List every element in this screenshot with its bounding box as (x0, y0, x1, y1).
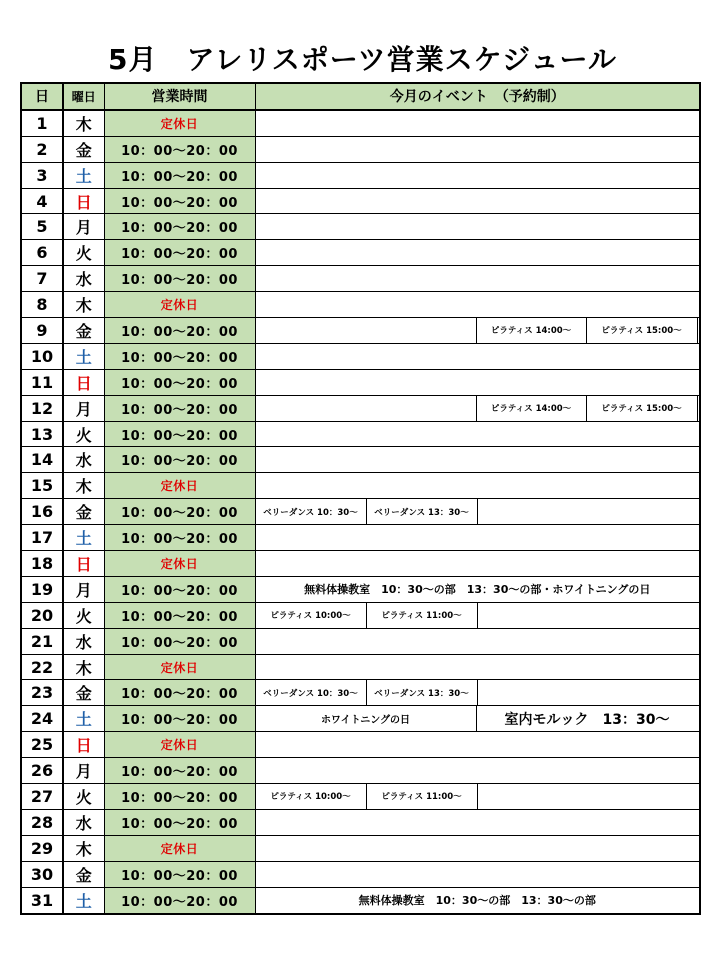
day-number: 16 (21, 499, 63, 525)
header-events: 今月のイベント （予約制） (255, 83, 700, 110)
schedule-row (21, 758, 700, 784)
business-hours: 10：00～20：00 (104, 525, 255, 551)
weekday: 木 (63, 835, 104, 861)
day-number: 13 (21, 421, 63, 447)
weekday: 土 (63, 343, 104, 369)
day-number: 14 (21, 447, 63, 473)
event-slot: ピラティス 11:00～ (367, 784, 478, 809)
business-hours: 10：00～20：00 (104, 887, 255, 913)
business-hours: 10：00～20：00 (104, 136, 255, 162)
schedule-row (21, 654, 700, 680)
header-hours: 営業時間 (104, 83, 255, 110)
business-hours: 10：00～20：00 (104, 318, 255, 344)
event-cell (255, 499, 700, 525)
event-cell (255, 809, 700, 835)
day-number: 12 (21, 395, 63, 421)
header-day: 日 (21, 83, 63, 110)
weekday: 金 (63, 680, 104, 706)
schedule-row (21, 395, 700, 421)
schedule-row (21, 110, 700, 136)
day-number: 15 (21, 473, 63, 499)
weekday: 水 (63, 447, 104, 473)
business-hours: 10：00～20：00 (104, 162, 255, 188)
closed-label: 定休日 (104, 732, 255, 758)
schedule-row (21, 525, 700, 551)
event-slot: ホワイトニングの日 (320, 715, 411, 727)
business-hours: 10：00～20：00 (104, 395, 255, 421)
closed-label: 定休日 (104, 835, 255, 861)
weekday: 金 (63, 499, 104, 525)
schedule-row (21, 835, 700, 861)
event-cell (255, 887, 700, 913)
event-slot: ベリーダンス 13：30～ (367, 499, 478, 524)
header-weekday: 曜日 (63, 83, 104, 110)
page-title: 5月 アレリスポーツ営業スケジュール (107, 43, 617, 76)
weekday: 火 (63, 602, 104, 628)
day-number: 25 (21, 732, 63, 758)
schedule-row (21, 499, 700, 525)
event-cell (255, 421, 700, 447)
weekday: 土 (63, 706, 104, 732)
weekday: 日 (63, 369, 104, 395)
weekday: 月 (63, 758, 104, 784)
event-cell (255, 576, 700, 602)
day-number: 30 (21, 861, 63, 887)
closed-label: 定休日 (104, 551, 255, 577)
day-number: 11 (21, 369, 63, 395)
weekday: 火 (63, 784, 104, 810)
event-cell (255, 292, 700, 318)
schedule-row (21, 214, 700, 240)
event-cell (255, 784, 700, 810)
event-cell (255, 136, 700, 162)
day-number: 5 (21, 214, 63, 240)
day-number: 31 (21, 887, 63, 913)
schedule-row (21, 136, 700, 162)
event-slot: ベリーダンス 13：30～ (367, 680, 478, 705)
day-number: 6 (21, 240, 63, 266)
closed-label: 定休日 (104, 110, 255, 136)
weekday: 月 (63, 576, 104, 602)
weekday: 金 (63, 318, 104, 344)
event-cell (255, 706, 700, 732)
schedule-row (21, 861, 700, 887)
business-hours: 10：00～20：00 (104, 499, 255, 525)
schedule-row (21, 628, 700, 654)
weekday: 木 (63, 654, 104, 680)
header-row (21, 83, 700, 110)
schedule-row (21, 551, 700, 577)
day-number: 28 (21, 809, 63, 835)
business-hours: 10：00～20：00 (104, 214, 255, 240)
business-hours: 10：00～20：00 (104, 343, 255, 369)
weekday: 火 (63, 421, 104, 447)
closed-label: 定休日 (104, 654, 255, 680)
business-hours: 10：00～20：00 (104, 602, 255, 628)
event-slot: ピラティス 14:00～ (476, 318, 587, 343)
event-cell (255, 654, 700, 680)
schedule-row (21, 240, 700, 266)
weekday: 木 (63, 473, 104, 499)
business-hours: 10：00～20：00 (104, 266, 255, 292)
weekday: 土 (63, 525, 104, 551)
event-cell (255, 602, 700, 628)
business-hours: 10：00～20：00 (104, 784, 255, 810)
business-hours: 10：00～20：00 (104, 240, 255, 266)
event-cell (255, 835, 700, 861)
weekday: 土 (63, 162, 104, 188)
schedule-row (21, 706, 700, 732)
schedule-row (21, 680, 700, 706)
weekday: 金 (63, 136, 104, 162)
event-cell (255, 680, 700, 706)
weekday: 土 (63, 887, 104, 913)
day-number: 24 (21, 706, 63, 732)
day-number: 1 (21, 110, 63, 136)
business-hours: 10：00～20：00 (104, 188, 255, 214)
business-hours: 10：00～20：00 (104, 809, 255, 835)
day-number: 23 (21, 680, 63, 706)
event-cell (255, 240, 700, 266)
event-cell (255, 188, 700, 214)
schedule-row (21, 292, 700, 318)
event-slot: ベリーダンス 10：30～ (256, 499, 367, 524)
event-slot: ピラティス 14:00～ (476, 396, 587, 421)
schedule-row (21, 576, 700, 602)
weekday: 水 (63, 809, 104, 835)
weekday: 日 (63, 551, 104, 577)
schedule-row (21, 188, 700, 214)
day-number: 27 (21, 784, 63, 810)
event-cell (255, 369, 700, 395)
business-hours: 10：00～20：00 (104, 680, 255, 706)
day-number: 10 (21, 343, 63, 369)
closed-label: 定休日 (104, 473, 255, 499)
day-number: 18 (21, 551, 63, 577)
event-cell (255, 758, 700, 784)
event-slot: ピラティス 15:00～ (587, 318, 698, 343)
schedule-row (21, 421, 700, 447)
schedule-row (21, 318, 700, 344)
event-slot: ベリーダンス 10：30～ (256, 680, 367, 705)
schedule-row (21, 602, 700, 628)
schedule-row (21, 447, 700, 473)
schedule-row (21, 732, 700, 758)
schedule-row (21, 887, 700, 913)
weekday: 木 (63, 110, 104, 136)
weekday: 水 (63, 266, 104, 292)
schedule-row (21, 343, 700, 369)
event-cell (255, 318, 700, 344)
day-number: 2 (21, 136, 63, 162)
event-note: 無料体操教室 10：30～の部 13：30～の部・ホワイトニングの日 (304, 583, 651, 597)
business-hours: 10：00～20：00 (104, 447, 255, 473)
day-number: 7 (21, 266, 63, 292)
event-cell (255, 473, 700, 499)
day-number: 20 (21, 602, 63, 628)
business-hours: 10：00～20：00 (104, 369, 255, 395)
event-slot: 室内モルック 13：30～ (476, 706, 698, 731)
day-number: 19 (21, 576, 63, 602)
business-hours: 10：00～20：00 (104, 628, 255, 654)
business-hours: 10：00～20：00 (104, 758, 255, 784)
event-note: 無料体操教室 10：30～の部 13：30～の部 (358, 894, 596, 908)
day-number: 22 (21, 654, 63, 680)
weekday: 月 (63, 214, 104, 240)
weekday: 月 (63, 395, 104, 421)
event-slot: ピラティス 11:00～ (367, 603, 478, 628)
business-hours: 10：00～20：00 (104, 861, 255, 887)
event-cell (255, 525, 700, 551)
day-number: 26 (21, 758, 63, 784)
schedule-row (21, 473, 700, 499)
event-cell (255, 214, 700, 240)
event-cell (255, 110, 700, 136)
event-cell (255, 628, 700, 654)
day-number: 21 (21, 628, 63, 654)
day-number: 29 (21, 835, 63, 861)
schedule-row (21, 266, 700, 292)
day-number: 8 (21, 292, 63, 318)
day-number: 3 (21, 162, 63, 188)
weekday: 木 (63, 292, 104, 318)
event-cell (255, 861, 700, 887)
weekday: 火 (63, 240, 104, 266)
weekday: 日 (63, 732, 104, 758)
event-cell (255, 266, 700, 292)
weekday: 水 (63, 628, 104, 654)
event-cell (255, 162, 700, 188)
closed-label: 定休日 (104, 292, 255, 318)
weekday: 金 (63, 861, 104, 887)
event-cell (255, 732, 700, 758)
day-number: 4 (21, 188, 63, 214)
event-slot: ピラティス 10:00～ (256, 603, 367, 628)
day-number: 17 (21, 525, 63, 551)
event-cell (255, 551, 700, 577)
schedule-table (20, 82, 701, 915)
event-cell (255, 395, 700, 421)
business-hours: 10：00～20：00 (104, 706, 255, 732)
schedule-row (21, 162, 700, 188)
event-slot: ピラティス 10:00～ (256, 784, 367, 809)
business-hours: 10：00～20：00 (104, 421, 255, 447)
event-cell (255, 343, 700, 369)
day-number: 9 (21, 318, 63, 344)
schedule-row (21, 369, 700, 395)
schedule-row (21, 809, 700, 835)
event-cell (255, 447, 700, 473)
business-hours: 10：00～20：00 (104, 576, 255, 602)
schedule-row (21, 784, 700, 810)
event-slot: ピラティス 15:00～ (587, 396, 698, 421)
weekday: 日 (63, 188, 104, 214)
